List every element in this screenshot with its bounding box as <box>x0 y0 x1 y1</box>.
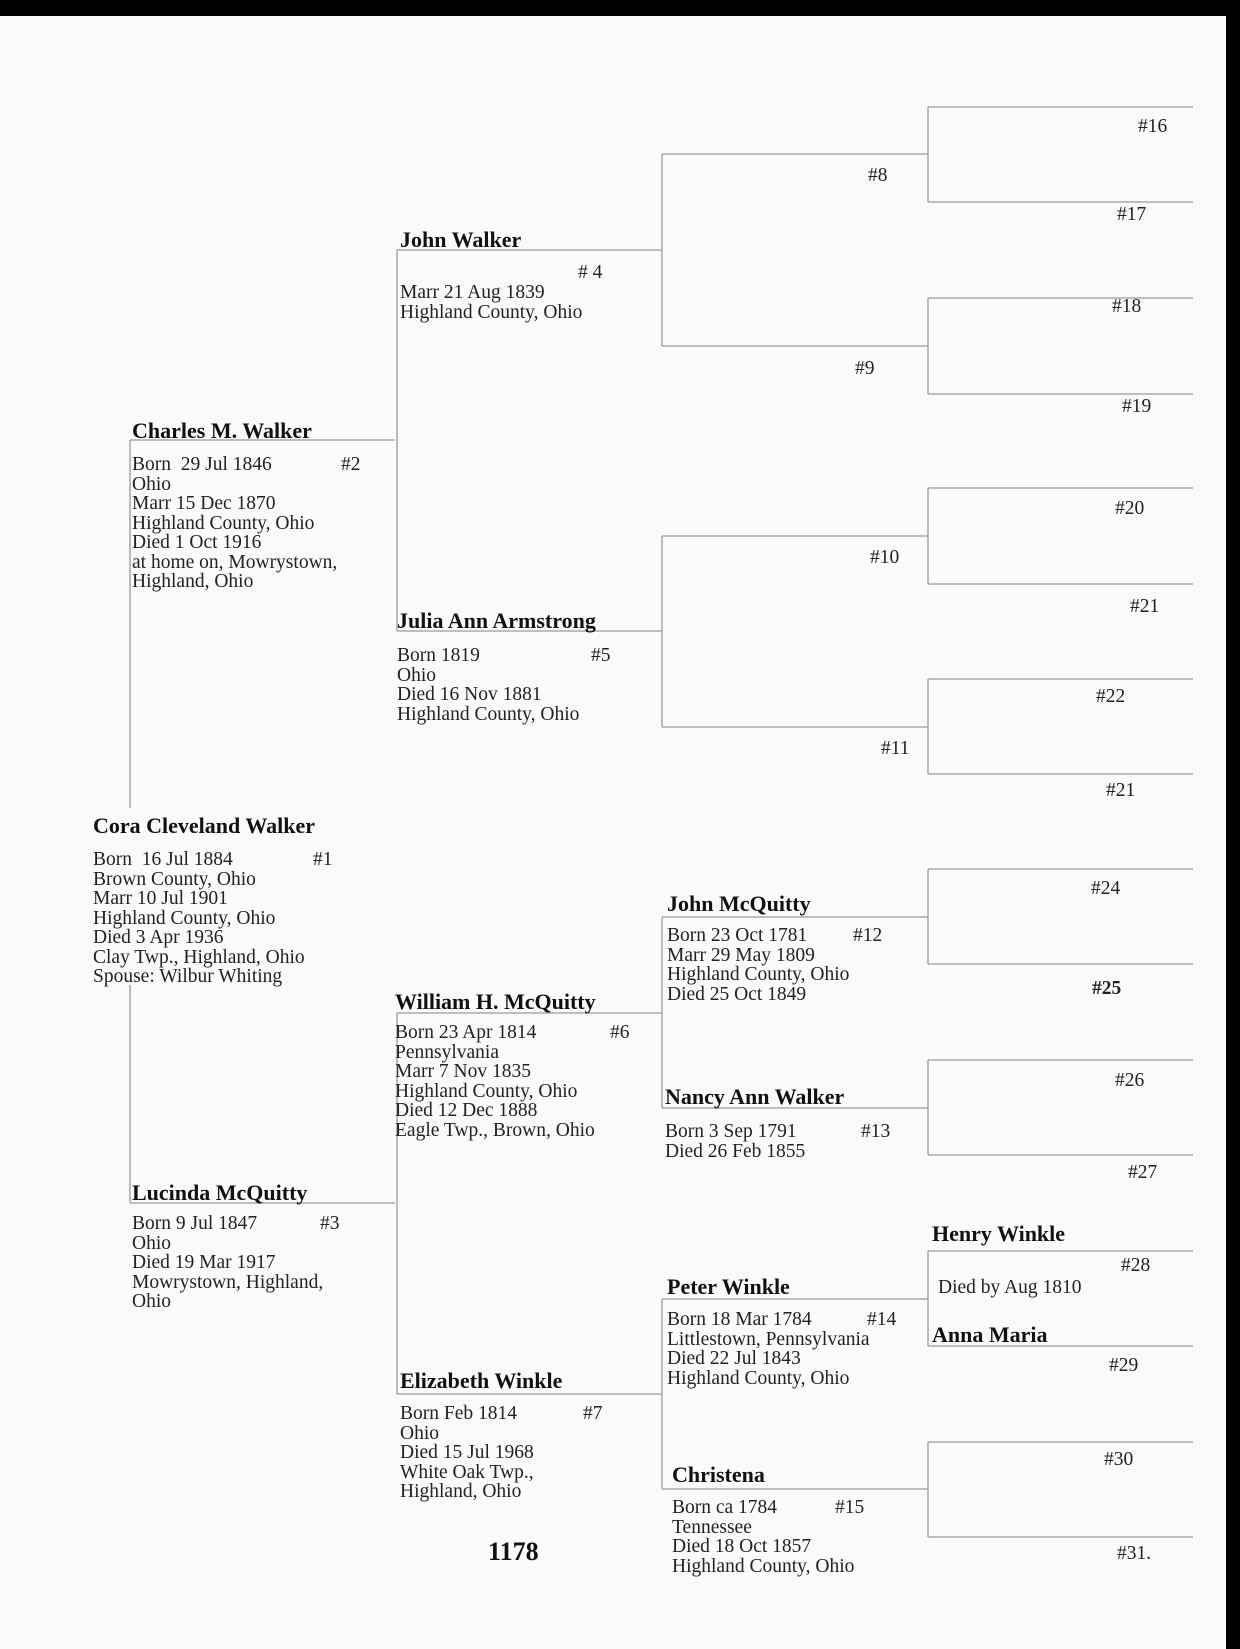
person-number-14: #14 <box>867 1309 897 1330</box>
person-name-13: Nancy Ann Walker <box>665 1084 845 1109</box>
person-number-4: # 4 <box>578 262 603 283</box>
person-number-12: #12 <box>853 925 883 946</box>
slot-number-27: #27 <box>1128 1162 1158 1183</box>
person-number-5: #5 <box>591 645 611 666</box>
person-details-13: Born 3 Sep 1791 Died 26 Feb 1855 <box>665 1121 806 1162</box>
slot-number-22: #22 <box>1096 686 1126 707</box>
page-number: 1178 <box>488 1537 539 1566</box>
slot-number-8: #8 <box>868 165 888 186</box>
slot-number-19: #19 <box>1122 396 1152 417</box>
person-name-6: William H. McQuitty <box>395 989 596 1014</box>
person-details-2: Born 29 Jul 1846 Ohio Marr 15 Dec 1870 Highland County, Ohio Died 1 Oct 1916 at home on, Mowrystown, Highland, Ohio <box>132 454 338 592</box>
person-name-7: Elizabeth Winkle <box>400 1368 563 1393</box>
slot-number-31: #31. <box>1117 1543 1152 1564</box>
slot-number-10: #10 <box>870 547 900 568</box>
person-number-6: #6 <box>610 1022 630 1043</box>
slot-number-30: #30 <box>1104 1449 1134 1470</box>
person-name-29: Anna Maria <box>932 1322 1048 1347</box>
slot-number-11: #11 <box>881 738 910 759</box>
person-number-15: #15 <box>835 1497 865 1518</box>
person-details-4: Marr 21 Aug 1839 Highland County, Ohio <box>400 282 583 323</box>
slot-number-26: #26 <box>1115 1070 1145 1091</box>
person-number-2: #2 <box>341 454 361 475</box>
right-scan-border <box>1226 0 1240 1649</box>
slot-number-9: #9 <box>855 358 875 379</box>
person-name-2: Charles M. Walker <box>132 418 312 443</box>
person-details-1: Born 16 Jul 1884 Brown County, Ohio Marr 10 Jul 1901 Highland County, Ohio Died 3 Apr 1936 Clay Twp., Highland, Ohio Spouse: Wilbur Whiting <box>93 849 305 987</box>
person-number-29: #29 <box>1109 1355 1139 1376</box>
slot-number-21: #21 <box>1130 596 1160 617</box>
person-name-14: Peter Winkle <box>667 1274 790 1299</box>
slot-number-24: #24 <box>1091 878 1121 899</box>
person-details-5: Born 1819 Ohio Died 16 Nov 1881 Highland County, Ohio <box>397 645 580 725</box>
person-details-15: Born ca 1784 Tennessee Died 18 Oct 1857 Highland County, Ohio <box>672 1497 855 1577</box>
person-details-7: Born Feb 1814 Ohio Died 15 Jul 1968 White Oak Twp., Highland, Ohio <box>400 1403 534 1502</box>
person-number-7: #7 <box>583 1403 603 1424</box>
slot-number-23: #21 <box>1106 780 1136 801</box>
slot-number-17: #17 <box>1117 204 1147 225</box>
slot-number-16: #16 <box>1138 116 1168 137</box>
slot-number-20: #20 <box>1115 498 1145 519</box>
person-name-5: Julia Ann Armstrong <box>397 608 596 633</box>
person-name-3: Lucinda McQuitty <box>132 1180 308 1205</box>
person-number-3: #3 <box>320 1213 340 1234</box>
person-details-3: Born 9 Jul 1847 Ohio Died 19 Mar 1917 Mowrystown, Highland, Ohio <box>132 1213 324 1312</box>
person-number-1: #1 <box>313 849 333 870</box>
person-name-4: John Walker <box>400 227 522 252</box>
slot-number-25: #25 <box>1092 978 1122 999</box>
person-details-28: Died by Aug 1810 <box>938 1277 1082 1298</box>
person-name-28: Henry Winkle <box>932 1221 1066 1246</box>
person-details-6: Born 23 Apr 1814 Pennsylvania Marr 7 Nov 1835 Highland County, Ohio Died 12 Dec 1888 Eagle Twp., Brown, Ohio <box>395 1022 595 1141</box>
person-name-12: John McQuitty <box>667 891 811 916</box>
person-details-12: Born 23 Oct 1781 Marr 29 May 1809 Highland County, Ohio Died 25 Oct 1849 <box>667 925 850 1005</box>
person-number-13: #13 <box>861 1121 891 1142</box>
person-name-1: Cora Cleveland Walker <box>93 813 316 838</box>
person-details-14: Born 18 Mar 1784 Littlestown, Pennsylvania Died 22 Jul 1843 Highland County, Ohio <box>667 1309 870 1389</box>
slot-number-18: #18 <box>1112 296 1142 317</box>
person-name-15: Christena <box>672 1462 765 1487</box>
person-number-28: #28 <box>1121 1255 1151 1276</box>
